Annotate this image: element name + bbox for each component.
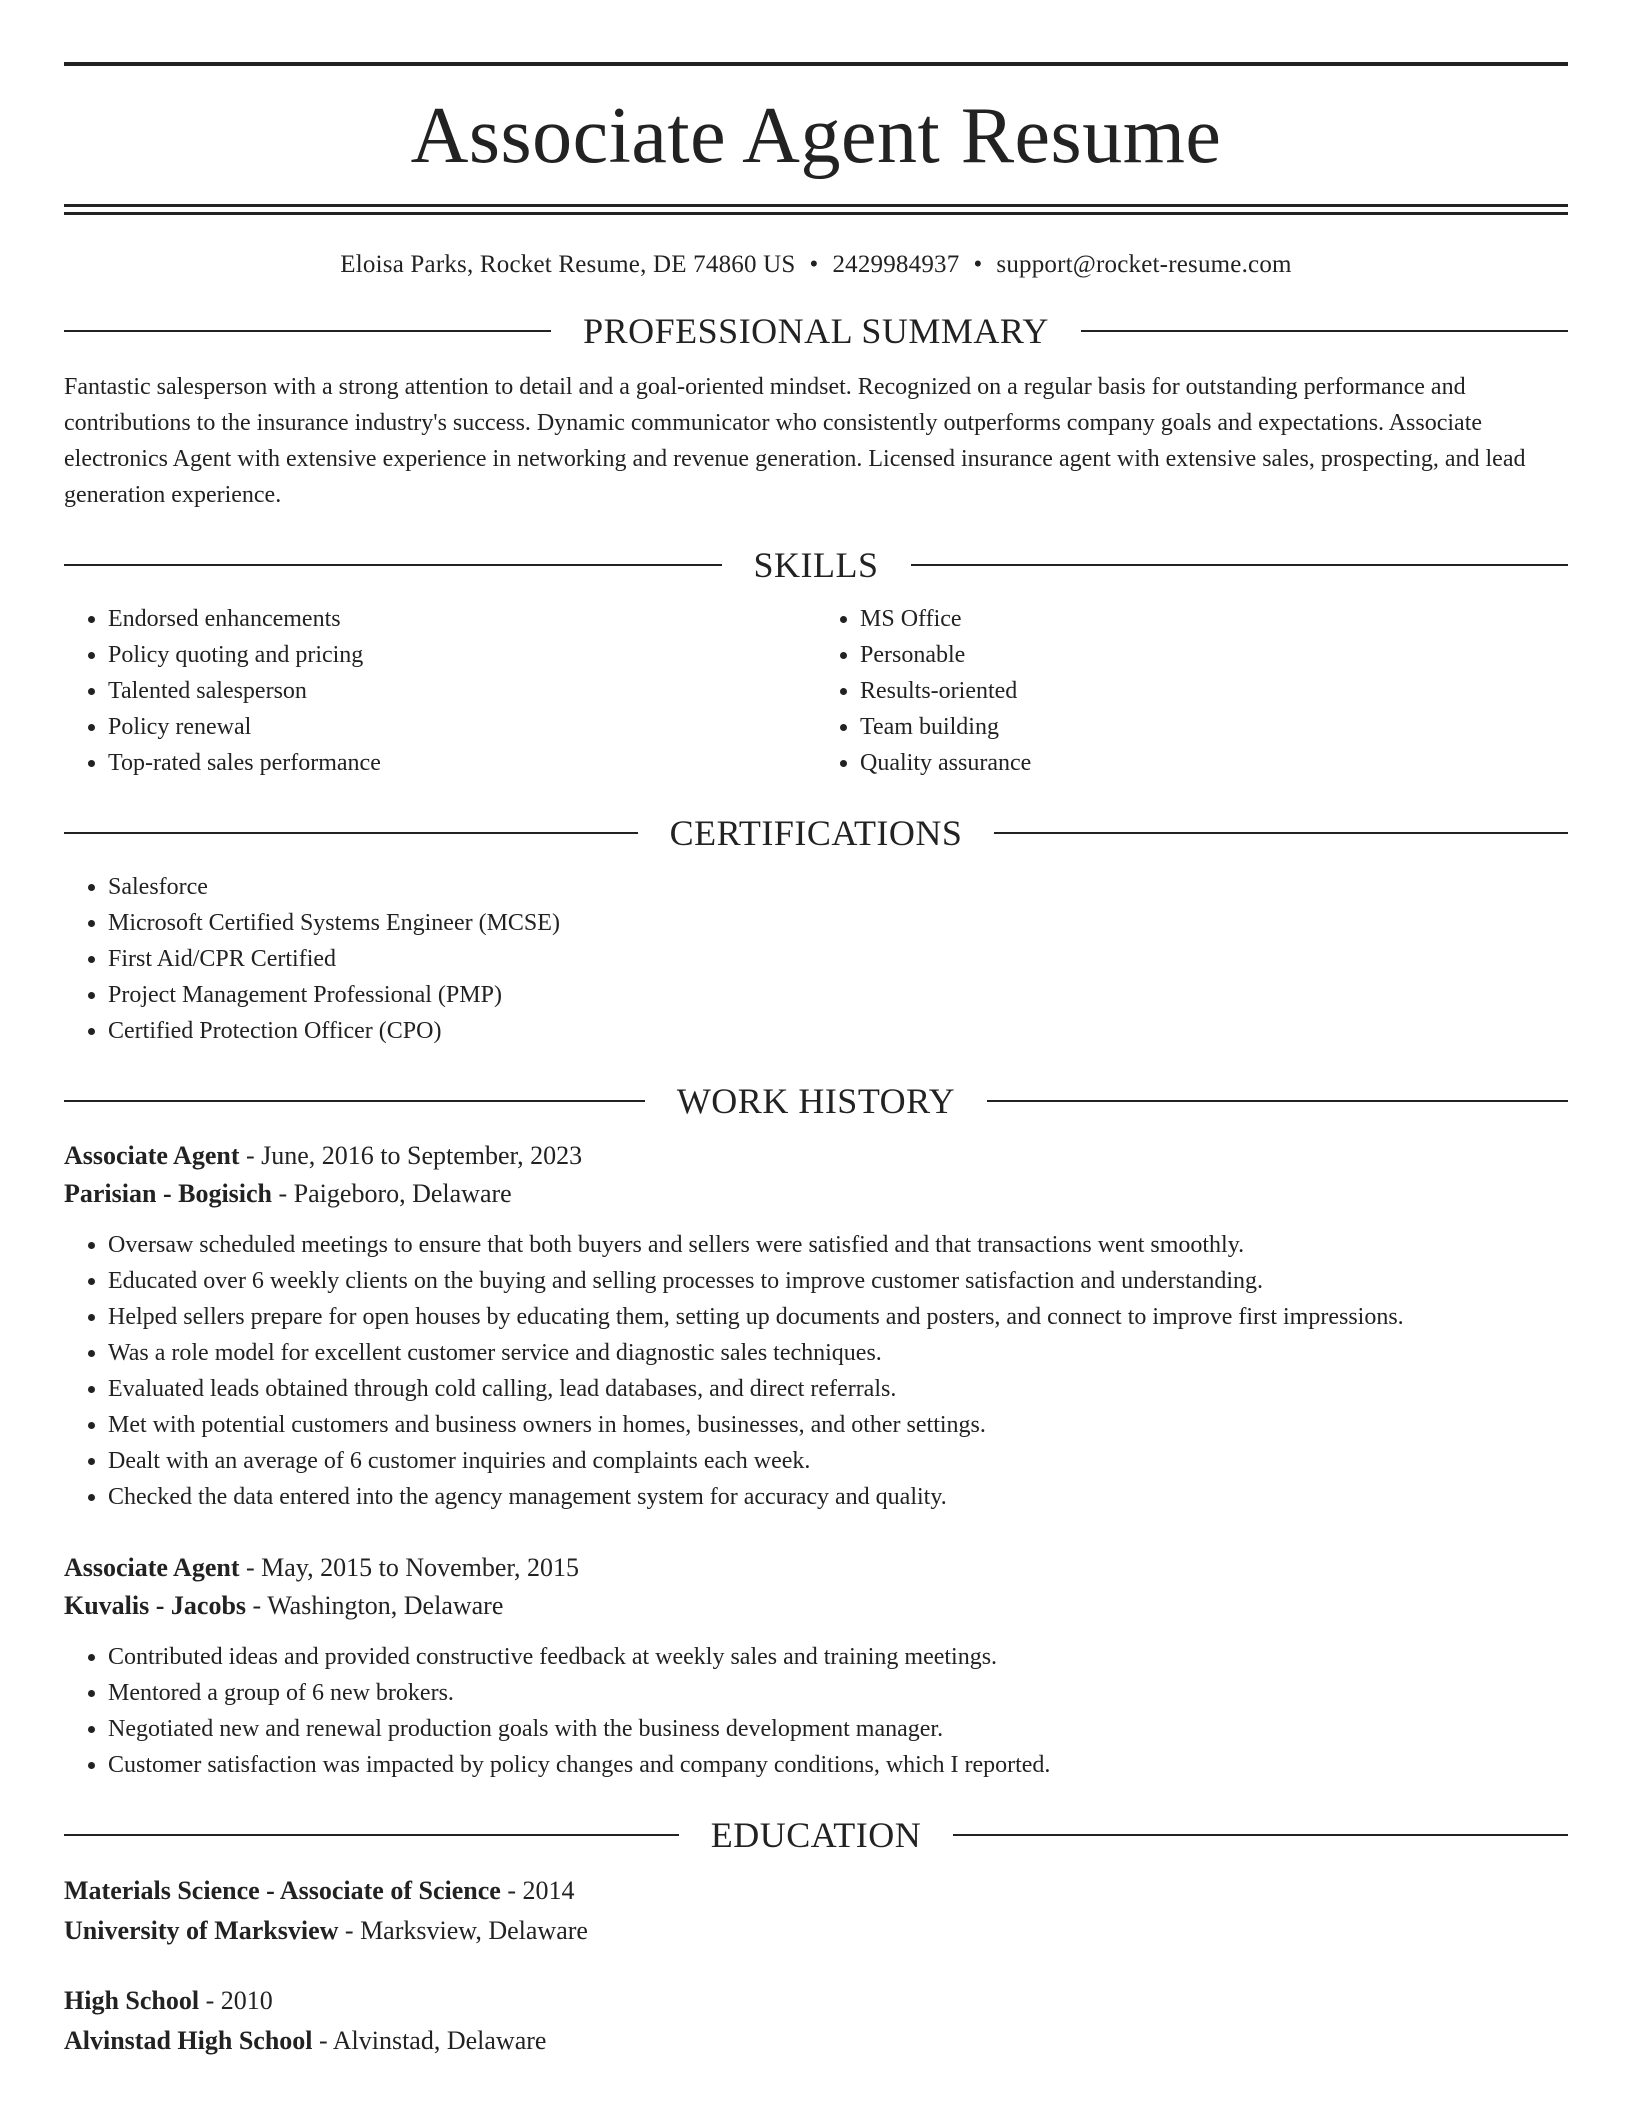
section-header-skills <box>64 547 1568 583</box>
job-bullet: • Educated over 6 weekly clients on the buying and selling processes to improve customer satisfaction and understanding. <box>108 1263 1568 1299</box>
job-title: Associate Agent <box>64 1553 240 1582</box>
education-location: - Marksview, Delaware <box>338 1916 588 1945</box>
contact-line <box>64 251 1568 279</box>
job-dates: - May, 2015 to November, 2015 <box>239 1553 580 1582</box>
job-entry <box>64 1549 1568 1783</box>
divider <box>953 1834 1568 1836</box>
skill-item: • Personable <box>860 637 1568 673</box>
education-school: Alvinstad High School <box>64 2026 313 2055</box>
education-school: University of Marksview <box>64 1916 339 1945</box>
section-header-education <box>64 1817 1568 1853</box>
skill-item: • Policy quoting and pricing <box>108 637 816 673</box>
divider <box>911 564 1569 566</box>
section-header-work <box>64 1083 1568 1119</box>
education-degree: High School <box>64 1986 200 2015</box>
job-bullet: • Oversaw scheduled meetings to ensure that both buyers and sellers were satisfied and that transactions went smoothly. <box>108 1227 1568 1263</box>
section-header-summary <box>64 313 1568 349</box>
skill-item: • Quality assurance <box>860 745 1568 781</box>
job-bullet: • Mentored a group of 6 new brokers. <box>108 1675 1568 1711</box>
job-bullet: • Checked the data entered into the agency management system for accuracy and quality. <box>108 1479 1568 1515</box>
job-bullet: • Helped sellers prepare for open houses by educating them, setting up documents and posters, and connect to improve first impressions. <box>108 1299 1568 1335</box>
section-header-certifications <box>64 815 1568 851</box>
job-title-line <box>64 1549 1568 1587</box>
contact-separator: • <box>973 251 983 278</box>
education-school-line <box>64 2021 1568 2061</box>
contact-separator: • <box>809 251 819 278</box>
skills-column-right <box>816 601 1568 781</box>
skill-item: • Team building <box>860 709 1568 745</box>
section-title-education: EDUCATION <box>710 1815 922 1855</box>
education-year: - 2014 <box>500 1876 575 1905</box>
summary-paragraph: Fantastic salesperson with a strong attention to detail and a goal-oriented mindset. Recognized on a regular basis for outstanding performance and contributions to the insurance industry's success. Dynamic communicator who consistently outperforms company goals and expectations. Associate electronics Agent with extensive experience in networking and revenue generation. Licensed insurance agent with extensive sales, prospecting, and lead generation experience. <box>64 374 1526 508</box>
job-entry <box>64 1137 1568 1515</box>
skill-item: • Endorsed enhancements <box>108 601 816 637</box>
job-location: - Paigeboro, Delaware <box>272 1179 512 1208</box>
contact-address: Eloisa Parks, Rocket Resume, DE 74860 US <box>340 251 796 278</box>
skill-item: • Talented salesperson <box>108 673 816 709</box>
job-bullet: • Dealt with an average of 6 customer inquiries and complaints each week. <box>108 1443 1568 1479</box>
job-dates: - June, 2016 to September, 2023 <box>239 1141 583 1170</box>
divider <box>64 330 551 332</box>
divider <box>1081 330 1568 332</box>
job-bullet: • Customer satisfaction was impacted by policy changes and company conditions, which I reported. <box>108 1747 1568 1783</box>
skill-item: • Policy renewal <box>108 709 816 745</box>
job-bullet: • Met with potential customers and business owners in homes, businesses, and other settings. <box>108 1407 1568 1443</box>
divider <box>987 1100 1568 1102</box>
certification-item: • First Aid/CPR Certified <box>108 941 1568 977</box>
section-title-work: WORK HISTORY <box>676 1081 956 1121</box>
contact-email: support@rocket-resume.com <box>996 251 1292 278</box>
education-entry <box>64 1981 1568 2061</box>
job-company: Parisian - Bogisich <box>64 1179 273 1208</box>
divider <box>64 564 722 566</box>
education-degree-line <box>64 1871 1568 1911</box>
divider <box>64 832 638 834</box>
contact-phone: 2429984937 <box>832 251 960 278</box>
job-title: Associate Agent <box>64 1141 240 1170</box>
resume-page <box>64 0 1568 2061</box>
divider <box>994 832 1568 834</box>
top-rule <box>64 62 1568 66</box>
section-title-certifications: CERTIFICATIONS <box>669 813 963 853</box>
certification-item: • Salesforce <box>108 869 1568 905</box>
certification-item: • Certified Protection Officer (CPO) <box>108 1013 1568 1049</box>
job-company-line <box>64 1175 1568 1213</box>
education-degree: Materials Science - Associate of Science <box>64 1876 501 1905</box>
job-company: Kuvalis - Jacobs <box>64 1591 247 1620</box>
job-bullet: • Evaluated leads obtained through cold calling, lead databases, and direct referrals. <box>108 1371 1568 1407</box>
skill-item: • Top-rated sales performance <box>108 745 816 781</box>
skills-column-left <box>64 601 816 781</box>
education-entry <box>64 1871 1568 1951</box>
skills-list <box>64 601 1568 781</box>
title-double-rule <box>64 204 1568 215</box>
skill-item: • MS Office <box>860 601 1568 637</box>
job-title-line <box>64 1137 1568 1175</box>
section-title-skills: SKILLS <box>753 545 879 585</box>
job-bullet: • Negotiated new and renewal production goals with the business development manager. <box>108 1711 1568 1747</box>
education-degree-line <box>64 1981 1568 2021</box>
divider <box>64 1100 645 1102</box>
job-bullets <box>64 1227 1568 1515</box>
divider <box>64 1834 679 1836</box>
certifications-list <box>64 869 1568 1049</box>
job-bullets <box>64 1639 1568 1783</box>
job-bullet: • Contributed ideas and provided constructive feedback at weekly sales and training meetings. <box>108 1639 1568 1675</box>
education-school-line <box>64 1911 1568 1951</box>
certification-item: • Project Management Professional (PMP) <box>108 977 1568 1013</box>
education-location: - Alvinstad, Delaware <box>312 2026 547 2055</box>
section-title-summary: PROFESSIONAL SUMMARY <box>583 311 1049 351</box>
job-location: - Washington, Delaware <box>246 1591 504 1620</box>
job-company-line <box>64 1587 1568 1625</box>
certification-item: • Microsoft Certified Systems Engineer (MCSE) <box>108 905 1568 941</box>
education-year: - 2010 <box>199 1986 273 2015</box>
skill-item: • Results-oriented <box>860 673 1568 709</box>
page-title: Associate Agent Resume <box>410 92 1222 180</box>
job-bullet: • Was a role model for excellent customer service and diagnostic sales techniques. <box>108 1335 1568 1371</box>
